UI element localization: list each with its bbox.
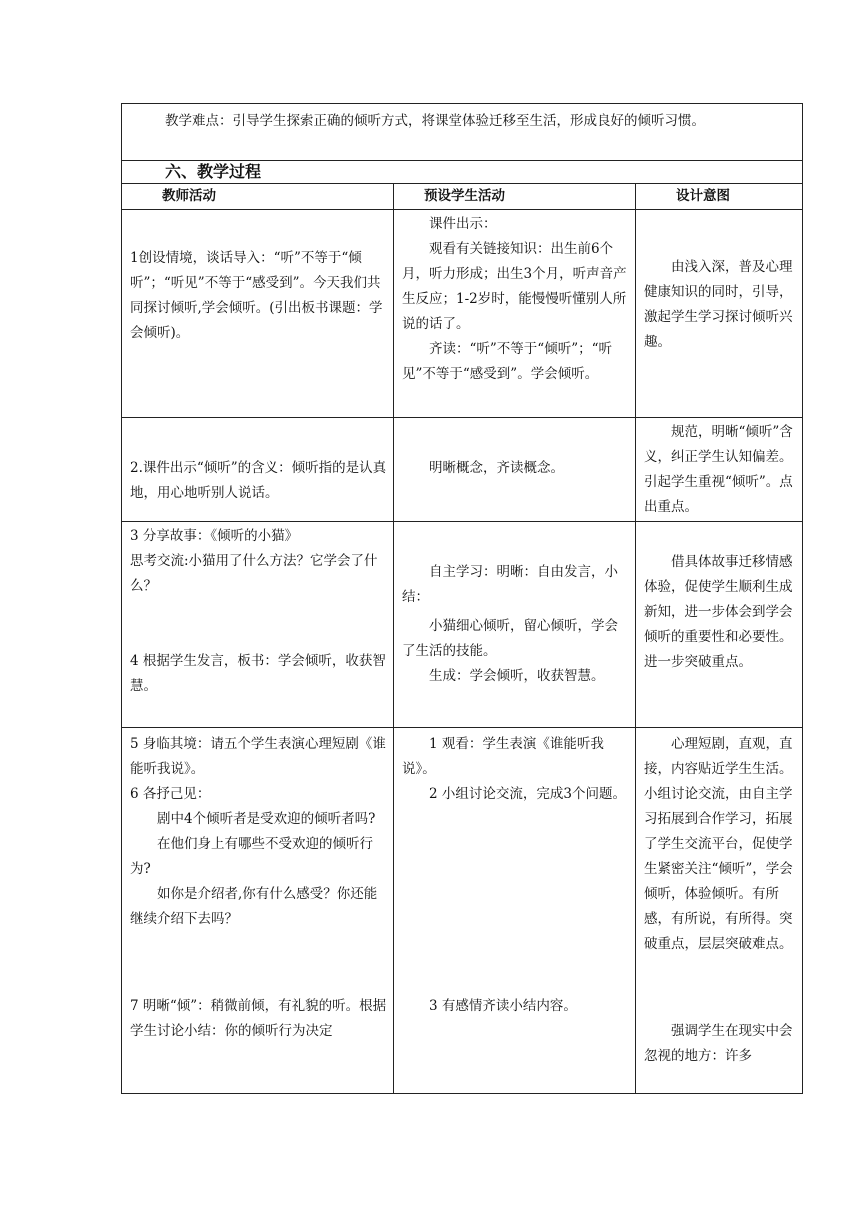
table-row: [122, 522, 803, 728]
table-row: [122, 418, 803, 522]
student-activity-text: 生成：学会倾听，收获智慧。: [429, 668, 605, 684]
section-title-row: [122, 161, 803, 184]
header-intent: 设计意图: [636, 184, 803, 210]
teacher-activity-text: 剧中4个倾听者是受欢迎的倾听者吗?: [157, 811, 376, 827]
student-activity-text: 1 观看：学生表演《谁能听我说》。: [402, 736, 604, 777]
teacher-activity-cell: [122, 418, 394, 522]
teacher-activity-cell: [122, 728, 394, 1094]
table-header-row: [122, 184, 803, 210]
design-intent-cell: [636, 418, 803, 522]
teaching-difficulty-text: 教学难点：引导学生探索正确的倾听方式，将课堂体验迁移至生活，形成良好的倾听习惯。: [165, 113, 705, 129]
design-intent-text: 借具体故事迁移情感体验，促使学生顺利生成新知，进一步体会到学会倾听的重要性和必要性。进一步突破重点。: [644, 554, 793, 670]
difficulty-cell: [122, 104, 803, 161]
difficulty-row: [122, 104, 803, 161]
student-activity-text: 明晰概念，齐读概念。: [429, 460, 564, 476]
section-title: 六、教学过程: [165, 162, 262, 181]
design-intent-text: 由浅入深，普及心理健康知识的同时，引导，激起学生学习探讨倾听兴趣。: [644, 258, 793, 350]
section-title-cell: [122, 161, 803, 184]
design-intent-cell: [636, 522, 803, 728]
teacher-activity-cell: [122, 522, 394, 728]
student-activity-text: 3 有感情齐读小结内容。: [429, 998, 577, 1014]
student-activity-text: 自主学习：明晰：自由发言，小结：: [402, 564, 618, 605]
teacher-activity-text: 3 分享故事：《倾听的小猫》: [130, 528, 299, 544]
teacher-activity-text: 在他们身上有哪些不受欢迎的倾听行为?: [130, 836, 373, 877]
table-row: [122, 210, 803, 418]
student-activity-cell: [394, 522, 636, 728]
teacher-activity-text: 思考交流:小猫用了什么方法？它学会了什么？: [130, 553, 378, 594]
student-activity-text: 齐读：“听”不等于“倾听”；“听见”不等于“感受到”。学会倾听。: [402, 341, 613, 382]
design-intent-text: 规范，明晰“倾听”含义，纠正学生认知偏差。引起学生重视“倾听”。点出重点。: [644, 424, 793, 515]
teacher-activity-text: 5 身临其境：请五个学生表演心理短剧《谁能听我说》。: [130, 736, 386, 777]
design-intent-text: 强调学生在现实中会忽视的地方：许多: [644, 1023, 793, 1064]
teacher-activity-text: 7 明晰“倾”：稍微前倾，有礼貌的听。根据学生讨论小结：你的倾听行为决定: [130, 998, 387, 1039]
student-activity-text: 小猫细心倾听，留心倾听，学会了生活的技能。: [402, 618, 618, 659]
design-intent-cell: [636, 210, 803, 418]
design-intent-cell: [636, 728, 803, 1094]
teacher-activity-text: 如你是介绍者,你有什么感受？你还能继续介绍下去吗？: [130, 886, 378, 927]
design-intent-text: 心理短剧，直观，直接，内容贴近学生生活。小组讨论交流，由自主学习拓展到合作学习，拓展了学生交流平台，促使学生紧密关注“倾听”，学会倾听，体验倾听。有所感，有所说，有所得。突破重点，层层突破难点。: [644, 736, 793, 952]
header-teacher: 教师活动: [122, 184, 394, 210]
student-activity-text: 观看有关链接知识：出生前6个月，听力形成；出生3个月，听声音产生反应；1-2岁时，能慢慢听懂别人所说的话了。: [402, 241, 627, 332]
student-activity-cell: [394, 418, 636, 522]
table-row: [122, 728, 803, 1094]
teacher-activity-text: 6 各抒己见：: [130, 786, 211, 802]
teacher-activity-text: 4 根据学生发言，板书：学会倾听，收获智慧。: [130, 653, 386, 694]
lesson-plan-table: [121, 103, 803, 1094]
teacher-activity-cell: [122, 210, 394, 418]
student-activity-cell: [394, 210, 636, 418]
student-activity-cell: [394, 728, 636, 1094]
header-student: 预设学生活动: [394, 184, 636, 210]
student-activity-text: 2 小组讨论交流，完成3个问题。: [429, 786, 626, 802]
teacher-activity-text: 2.课件出示“倾听”的含义：倾听指的是认真地，用心地听别人说话。: [130, 460, 387, 501]
student-activity-text: 课件出示：: [429, 216, 497, 232]
teacher-activity-text: 1创设情境，谈话导入：“听”不等于“倾听”；“听见”不等于“感受到”。今天我们共同探讨倾听,学会倾听。(引出板书课题：学会倾听)。: [130, 249, 383, 341]
